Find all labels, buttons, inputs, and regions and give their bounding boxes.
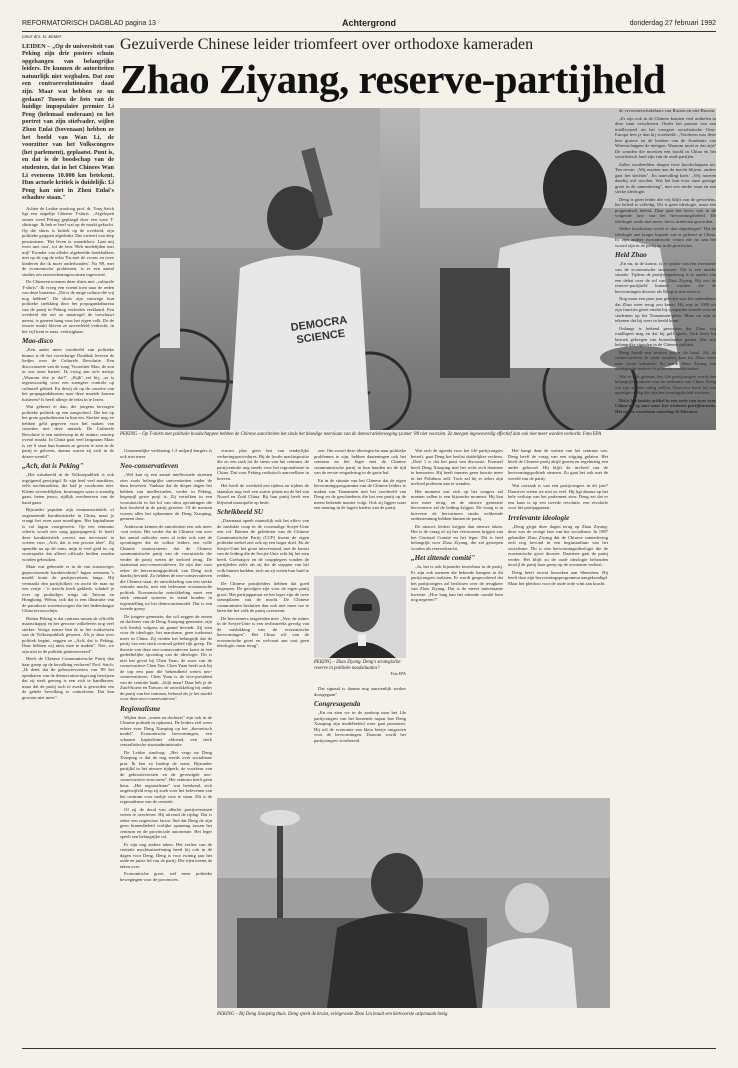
portrait-photo xyxy=(314,576,406,658)
heading-held-zhao: Held Zhao xyxy=(615,251,647,259)
body-text: Achter de Leidse sinoloog prof. dr. Tony Saich ligt een stapeltje Chinese T-shirts. „Afgelopen zomer werd Peking geplaagd door een ware T-shirtrage. Ik heb er heel wat op de markt gekocht. Op die shirts is kritiek op de overheid, zijn politieke grappen afgedrukt. Dat varieert van diep pessimisme, 'Het leven is waardeloos. Laat mij even met rust', tot de leus 'Heb medelijden met mij!' Eronder van alledei afgebeelde honkbalkers met op de rug de tekst 'En met de vrouw en twee kinderen die ik moet onderhouden'. Na '89, met de economische problemen, is er een aantal studies om ontoerekeningsvormen ingevoerd. xyxy=(22,205,114,277)
right-column: de verwesterschakelaars van Russen en niet-Russen. „Er zijn ook in de Chinese kranten veel artikelen in deze trant verschenen. Onder het partout van een intellectueel uit het vroegere socialistische Oost-Europa lees je dan bij voorbeeld: „Voorheen was deze hier grotere en de boeken van de Academie van Wetenschappen de nietigen. Waarom moet er dat zijn? De wonden die moesten een hoofd in China en het socialistisch land zijn van de oude partijen. Zulke voorbeelden dragen twee boodschappen uit. Ten eerste: „Wij moeten aan de macht blijven, anders gaat het slechter". En aanvulling hiert: „Wij moeten daarbij wel ravolen. Wat het kan voor onze gestage groei in de samenleving", met een sterke staat en een sterke ideologie. Deng is geen leider die vrij blijft van de gevoelens, het beleid is volledig. Dit is geen ideologie, maar een pragmatisch beleid. Daar gaat het heen, ook in de volgende fase van het hervormingsbeleid. De ideologie werkt niet meer; het is irrelevant geworden. Welke boodschap wordt er dan uitgedragen? Dat de ideologie niet langer bepaalt wat er gebeurt in China. Er zijn andere economische centra die nu aan het woord zijn in de partij en in de provincies. Held Zhao „En nu, in de komst, is er sprake van een overname van de economische structuren. Dit is een unieke situatie. Tijdens de partijvergadering is er sprake van een debat over de rol van Zhao Ziyang. Hij zou de reserve-partijheld kunnen worden die de hervormingen doorzet als Deng er niet meer is. Nog maar een paar jaar geleden was het ondenkbaar dat Zhao weer terug zou keren. Hij was in 1989 uit zijn functies gezet omdat hij sympathie toonde voor de studenten op het Tiananmen-plein. Maar nu zijn er tekenen dat hij weer in beeld komt. Onlangs is bekend geworden dat Zhao vrij rondlopen mag en dat hij golf speelt. Ook heeft hij bezoek gekregen van buitenlandse gasten. Dat zijn belangrijke signalen in de Chinese politiek. Deng houdt een reserve achter de hand. Als de conservatieven te sterk worden, kan hij Zhao weer naar voren schuiven. Zo wordt Zhao Ziyang een strategische reserve in politieke noodsituaties. Wat er ook gebeurt, het 14e partijcongres wordt een belangrijk moment voor de toekomst van China. Deng wil zijn erfenis veilig stellen. Daarvoor heeft hij een opvolger nodig die zijn hervormingsbeleid voortzet. Dit is het laatste artikel in een serie van twee over China na vg moe naar het westerse partijbureaus. Het eerste verscheen zaterdag 22 februari. xyxy=(615,108,716,414)
bottom-photo-caption: PEKING – Bij Deng Xiaoping thuis. Deng spreit de kruist, ecitigevoste Zhao Lin houdt een kietvoorste azipenaam bezig. xyxy=(217,1012,449,1017)
bottom-photo-image xyxy=(217,798,610,1008)
column-2: Gezamenlijke verklaring 1,3 miljard burgers is ook niet meer. Neo-conservatieven „Wel kan rij een aantal intellectuele stromen zien zoals belangrijke universiteiten onder de dam bewezen. Vanhaar dat de dieper dagen het hebben van intellectuelen, verder in Peking, begrepijl gewe proji is. Zij vertolken in een vooruitzicht in het lof van ultra opvattingen die hun loosheid in de partij gesetert. Of de mensen voeren alles het opkommer de Deng Xiaoping, gemeen door. Andersom kennen de autoriteiten een ook meer -wat weten. Het verder dat de Chinese van over het aantal radicaler weer al ieder ook niet de opvattingen die de volkse leiders een volle Chinese staatssysteem dat de Chinese communistische partij van de vooruitzicht die verder de partij weten de invloed terug. De staatsman neo-conservatieven. Ze zijn dan voor zeker de hervormingspolitiek van Deng zich daarbij bevindt. Zo hebben de neo-conservatieven die Chinese staat, de ontwikkeling van een sterke centrale macht, met een bekwame economische politiek. Economische ontwikkeling moet een sterk centraal systeem in stand houden in tegenstelling tot het democratiemodel. Dat is een tweede groep. De jongere generatie, dat wil zeggen de zonen en dochters van de Deng Xiaoping-generatie, zijn ook hierbij volgens uit gaand bevindt. Zij zien voor de ideologie, het marxisme, geen toekomst meer in China. Zij vinden het belangrijk dat de partij van een sterk centraal geleid rijk greep. De theorie van deze neo-conservatieven komt in een gedeeltelijke opvatting van de ideologie. Dit is niet het geval bij Chen Yuan, de zoon van de conservatieve Chen Yun. Chen Yuan heeft ook bij de top een paar die bekendheid weten neo-conservatieven. Chen Yuan is de vice-president van de centrale bank. „Kijk maar! Daar heb je de Zuid-Korea en Taiwan; de ontwikkeling bij onder de partij van het centrum, behoud als je het model voor deze neo-conservatieven". Regionalisme Wijlen deze „zonen en dochters" zijn ook in de Chinese politiek in opkomst. De leiders zelf wees echter voor Deng Xiaoping op het „theoretisch model". Economische hervormingen, een schaamt kapitalisme afdoend, een sterk centralistische staatsadministratie. De Leidse sinoloog: „Het vergt na Deng Xiaoping is dat de nog steeds over socialisme prat. Ik ben zo hardop de soms. Bijzonder partijlid in het nieuwe tijdperk: de voorkeur van de geboortevorsten en de gevestigde neo-conservatieve structuren". Het centrum heeft geen keus. „Het regionalisme" wat betekend, zich ongetwijfeld erop zij zoek voor het belevenen van het centrum voor mokje voor te staan. Dit is de regionalisme van de centrale. Of zij de dood van allerlei partijveteranen weten te overleven. Hij uitvond de rijdag. Dat is zeker een ongewisse factor. Stel dat Deng de zijn geen binnenbeleid vrolijke spanning tussen het centrum en de provinciale autonomie. Het leger speelt een belangrijke rol. Er zijn nog andere taken. Het verlies van de centrale machtsuitoefening heeft hij ook in de dagen voor Deng. Deng is voor twintig jaar het oude en juiste lid van de partij. Die rijen neemt de taken over. Economische groei, wel meer politieke bewegingen voor de provincies. xyxy=(120,448,212,882)
heading-schrikbeeld-su: Schrikbeeld SU xyxy=(217,508,264,516)
t-shirt-text: DEMOCRA SCIENCE xyxy=(290,314,349,347)
heading-regionalisme: Regionalisme xyxy=(120,704,161,713)
series-note: Dit is het laatste artikel in een serie van twee over China na vg moe naar het westerse partijbureaus. Het eerste verscheen zaterdag 22 februari. xyxy=(615,397,716,414)
heading-congresagenda: Congresagenda xyxy=(314,700,361,708)
left-column: Door drs. B. Belder LEIDEN – „Op de universiteit van Peking zijn drie posters schuin opgehangen van belangrijke leiders. De kunnen de autoriteiten natuurlijk niet weghalen. Dat zou een contrarevolutionaire daad zijn. Maar wat hebben ze nu gedaan? Tussen de foto van de huidige impopulaire premier Li Peng (helemaal onderaan) en het portret van zijn stiefvader, wijlen Zhou Enlai (bovenaan) hebben ze het boeld van Wan Li, de voorzitter van het Volkscongres (het parlement), geplaatst. Punt is, en dat is de boodschap van de studenten, dat in het Chinees Wan Li eveneens 10.000 km betekent. Hun actuele kritiek is duidelijk: Li Peng kan niet in Zhou Enlai's schaduw staan." Achter de Leidse sinoloog prof. dr. Tony Saich ligt een stapeltje Chinese T-shirts. „Afgelopen zomer werd Peking geplaagd door een ware T-shirtrage. Ik heb er heel wat op de markt gekocht. Op die shirts is kritiek op de overheid, zijn politieke grappen afgedrukt. Dat varieert van diep pessimisme, 'Het leven is waardeloos. Laat mij even met rust', tot de leus 'Heb medelijden met mij!' Eronder van alledei afgebeelde honkbalkers met op de rug de tekst 'En met de vrouw en twee kinderen die ik moet onderhouden'. Na '89, met de economische problemen, is er een aantal studies om ontoerekeningsvormen ingevoerd. De Chinezen noemen deze shirts met „culturele T-shirts". Ik vroeg een vriend toen naar de reden van deze bonanza: „Dit is de enige cultuur die wij nog hebben". De shirts zijn vanwege hun politieke strekking door het propagandabureau van de partij in Peking verboden verklaard. Een overheid die net zo maatregel de toeschuwt neemt, is geneen bang voor het eigen volk. De de zwarte markt bleven ze onverdeeld verkocht, in het vijf kent er naas, verkrijgbaar. Mao-disco „Een ander meer voorbeeld van politieke humor is de het voortdurige Doubluk leveren de liedjes over de Culturele Revolutie. Een discocassette van de song 'Voorzitter Mao, de zon in ons onze harten'. Ik vroeg aan zo'n meisje „Waarom doe je dat?". „Kijk" zei hij, „er is tegenwoordig weer een strengere controle op cultuurel gebied. En dewij de op de cassette van het propagandabureau naar deze muziek komen luisteren? Is heeft allesje de tekst in te lezen. Wat gebeurt er dan, die jongens bevorgen politieke politiek op een zangschool. Die het op het grote gradsnheroen in hun ees. Sterker nog, ze hebben geld gegeven voor het maken van cassettes met deze muziek. De Culturele Revolutie is een onderwerp in de ruimte, onwerp overal maakt. In China gaat veel langzaam Maar is vre 6 staat hun kunnen ze gewen te zien in de partij te geloven, daarna waren zij zich in de dosen-wereld". „Ach, dat is Peking" „Het uitsubeeld in de Volksrepubliek is ook ingrijpend gewijzigd. Er zijn heel veel marikten, zelfs nachtmarkten, die kad je voorboren niet. Kleine zevendelijken, kruesingen waar u zonodig gaan, beten jenzo, rijdlijk overheersen van de hand gaan. Bijzonder populair zijn eenmanswinkels of zogenoemde karakteristieke in China, maar je vraagt het even naar moeiligen. Het kapitalisme is vol lagun voorgeweest. Op een eenmans scherts wordt een song gepropageerd. Je heeft deze karakteristiek correct aan nerveuzer te voeren voor „Ach, dat is een private idee". Zij spendde na op de tram, mijn te veel geld in, op voortsprake dat allerei officiale bedien zouden worden gebruiken. Maar wat gebeurde er in de van staatsweger geprocessende karaktershirts? Ingen zeeanem 's moeld komt de partijsecretaris langs. Hij vermaakt den partijfolkers en zocht de man na een vertje - 'n terecht heeft gekleek, schakel je over op prohuikjes songs uit Taiwan en Hongkong. Welnu, ook dat is een illustratie van de paradoxie sowenstwogen die het hedendaagse China tevoorschijn. Buiten Peking is dat contrast tussen de officiële maatschappij en het gewone volkeleven nog veel sterker. Vorige zomer ben ik in het zuidwesten van de Volksrepubliek geweest. Als je daar over politiek begint, zeggen ze „Ach, dat is Peking. Daar hebben wij niets mee te maken". Nee, we zijn niet in de politiek geinteresseerd". Heeft de Chinese Communistische Partij dan haar greep op de bevolking verloren? Prof. Saich: „Ik denk dat de geboortevorsten van '89 het openbaren van de democratiseringsvaag bewijzen dat zij sterk genoeg is een zich te handhaven, maar dat de partij toch te zwak is geworden om de gehele bevolking te controleren. Dat kan gewoon niet meer". xyxy=(22,35,114,700)
portrait-caption-credit: Foto EPA xyxy=(390,671,406,677)
heading-ach-peking: „Ach, dat is Peking" xyxy=(22,462,84,471)
footer-rule xyxy=(22,1048,716,1049)
heading-irrelevante-ideologie: Irrelevante ideologie xyxy=(508,513,570,522)
column-4b: Dat signaal is daarna nog aanzienlijk sterker doorgegaan". Congresagenda „En nu zien we in de aanloop naar het 14e partijcongres van het komende najaar hoe Deng Xiaoping zijn modelbeleid weer gaat promoten. Hij wil de economie een klein beetje omgooien voor de hervormingen. Daarom wordt het partijcongres voorbereid. xyxy=(314,686,406,743)
portrait-caption-text: PEKING – Zhao Ziyang. Deng's strategische reserve in politieke noodsituaties? xyxy=(314,660,401,671)
section-name: Achtergrond xyxy=(342,18,396,28)
main-caption-text: PEKING – Op T-shirts met politieke boodschappen hebben de Chinese autoriteiten het sinds het bloedige neerslaan van de democratiebeweging (zomer '89 niet voorzien. Ze meegen ingewoverdig effectief dan ook niet meer worden verkocht. xyxy=(120,432,582,437)
column-5: Wat zich de agenda voor het 14e partijcongres betreft, gaat Deng het beslist duidelijker vechten. „Deel 1 is dat het punt van discussie. Formeel heeft Deng Xiaoping niet het recht zich daarmee te bemoeien. Hij heeft immers geen functie meer in het Politburo zelf. Toch zal hij er zeker zijn invloed proberen aan te wenden. Het moment wat zich op het congres zal moeten vallen is een bijzonder moment. Hij kan niet meer terug; en de nieuwe generatie hervormers zal de leiding krijgen. De vraag is in hoeverre de hervormers straks voldoende ondersteuning hebben binnen de partij. De nieuwe leiders krijgen dan nieuwe taken. Het is de vraag of zij het vertrouwen krijgen van het Centraal Comité en het leger. Dit is heel belangrijk voor Zhao Ziyang, die zal geroepen worden als reservekracht. „Het zittende comité" „Ja, het is ook bijzonder kwetsbaar in de partij. Er zijn ook mensen die bekende kampen in dit partijcongres toelaten. Er wordt gespeculeerd dat het partijcongres zal beslissen over de terugkeer van Zhao Ziyang. Dat is de meest interessante kwestie: „Hoe lang kan het zittende comité hem nog negeren?" xyxy=(411,448,503,602)
page-header xyxy=(22,18,716,30)
main-caption-credit: Foto EPA xyxy=(582,432,602,437)
portrait-photo-image xyxy=(314,576,406,658)
header-rule xyxy=(22,31,716,32)
lead-paragraph: LEIDEN – „Op de universiteit van Peking zijn drie posters schuin opgehangen van belangrijke leiders. De kunnen de autoriteiten natuurlijk niet weghalen. Dat zou een contrarevolutionaire daad zijn. Maar wat hebben ze nu gedaan? Tussen de foto van de huidige impopulaire premier Li Peng (helemaal onderaan) en het portret van zijn stiefvader, wijlen Zhou Enlai (bovenaan) hebben ze het boeld van Wan Li, de voorzitter van het Volkscongres (het parlement), geplaatst. Punt is, en dat is de boodschap van de studenten, dat in het Chinees Wan Li eveneens 10.000 km betekent. Hun actuele kritiek is duidelijk: Li Peng kan niet in Zhou Enlai's schaduw staan." xyxy=(22,42,114,202)
article-subtitle: Gezuiverde Chinese leider triomfeert over orthodoxe kameraden xyxy=(120,36,534,53)
column-3: vincies plus geen last van tenderlijke verkeringsprocedures. Bij de locale machtspositie die zo een taak tot de steun van het centrum, de partijcentrale nog steeds voor het regionalisme in China. Dat voor Peking realistisch aanvoelbare in hoeven. Het heeft de overheid een tijdens en tijdens de staatskas nog veel een zuiver plaats nu de hel van Noord en Zuid China. Bij hun partij heeft een blijvend monopolie op bezit. Schrikbeeld SU „Daarnaast speelt natuurlijk ook het effect van de mislukte coup in de voormalige Sovjet-Unie een rol. Binnen de gelederen van de Chinese Communistische Partij (CCP) kwam de eigen politieke stelsel ziet ook op een hoger doel. En de Sovjet-Unie het grote misverstand, met de komst van de leiding die de Sovjet-Unie echt bij het zien heeft. Gorbatsjov en de coupplegers vonden de partijleden zelfs als zij die de stappen van het volk binnen hadden, toch nu zij weten hun huid te redden. De Chinese partijleiders hebben dat goed begrepen. De gevolgen zijn voor de eigen partij groot. Het partijapparaat en het leger zijn de twee steunpilaren van de macht. De Chinese communisten besluiten dan ook niet meer toe te laten dat het volk de partij overstemt. De hervormers reageerden met: „Nee, de ruïnes in de Sovjet-Unie is een rechtstreeks gevolg van de mislukking van de economische hervormingen". Het China wil van de economische groei en welvaart aan vast geen ideologie, maar terug". xyxy=(217,448,309,648)
column-6: Het hangt daar de wetten van het centrum van. Deng heeft de vraag van een stijging gelaten. Het heeft de Chinese partij altijd gezien en regelmatig een ander gehoord. Hij blijft de invloed van de hervormingspolitiek steunen. Zo gaat het ook met de wereld van de partij. Wat oorzaak is van een partijcongres in dit jaar? Daarover weten we niet zo veel. Hij ligt daarna op het hele verloop van het parlement zien: Deng zei dat er een kans is op een tweede revolutie, een revolutie voor het partijapparaat. Irrelevante ideologie „Deng grijpt deze dagen terug op Zhao Ziyang: deze was de vroege fase van het socialisme. In 1987 gebruikte Zhao Ziyang dat de Chinese samenleving zich nog bevond in een beginstadium van het socialisme. Dit is een hervormingsideologie die de economische groei doorzet. Daarmee gaat de partij verder. Het blijft zo de oude ideologie behouden terwijl de partij haar greep op de economie verliest. Deng heeft recent bezoeken aan Shenzhen. Hij heeft daar zijn hervormingsprogramma aangekondigd. Maar het pleidooi voor de oude orde wint aan kracht. xyxy=(508,448,608,586)
column-4: zen. Om zowel deze ideologische naar politieke problemen te zijn, hebben daarentegen ook het centrum en het leger met de Chinese communistische partij in hun handen nu de tijd van de eerste vergadering in de grote hal. En in de situatie van het Chinese dat de eigen hervormingsprogramma van de Chinese leiders te maken van Tiananmen met het voorbeeld van Deng en de geschiedenis die het een partij op de meest bekende manier volgt. Ook zij liggen waar een mening in de lagere kaders van de partij. xyxy=(314,448,406,510)
heading-neo-conservatieven: Neo-conservatieven xyxy=(120,462,179,470)
issue-date: donderdag 27 februari 1992 xyxy=(629,20,716,27)
heading-zittende-comite: „Het zittende comité" xyxy=(411,554,476,562)
portrait-caption xyxy=(314,660,406,677)
bottom-photo xyxy=(217,798,610,1008)
heading-mao-disco: Mao-disco xyxy=(22,337,54,346)
article-title: Zhao Ziyang, reserve-partijheld xyxy=(120,56,666,102)
byline: Door drs. B. Belder xyxy=(22,35,62,40)
paper-name: REFORMATORISCH DAGBLAD pagina 13 xyxy=(22,20,156,27)
